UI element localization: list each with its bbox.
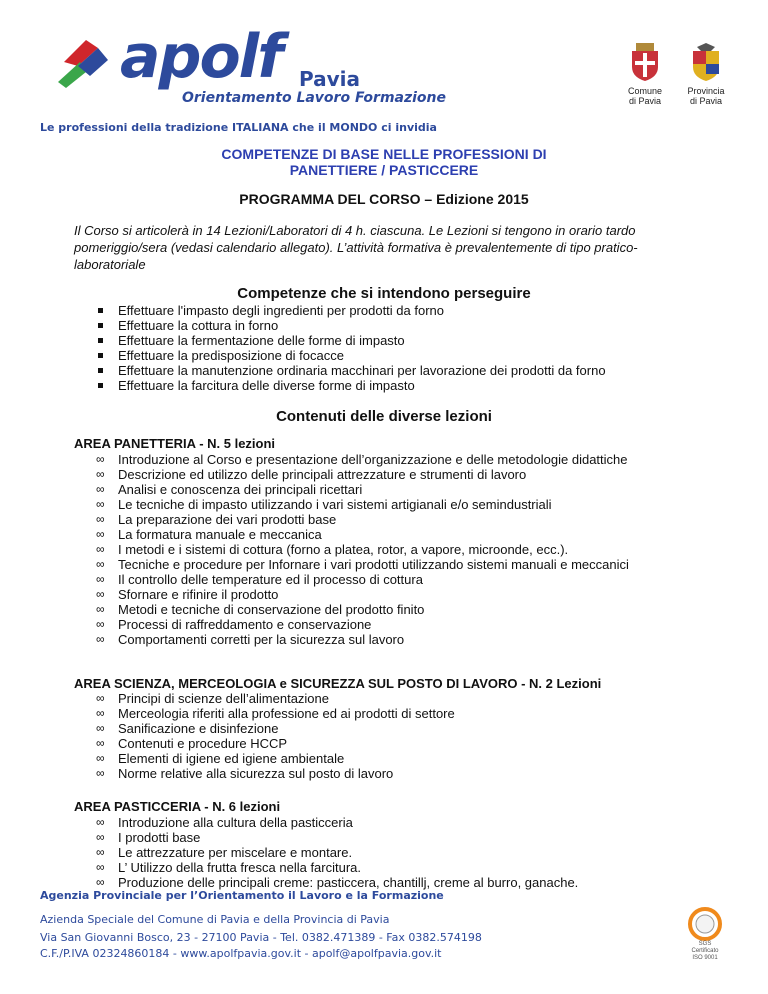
- list-item: Effettuare la manutenzione ordinaria macchinari per lavorazione dei prodotti da forno: [96, 363, 606, 378]
- panetteria-list: [96, 452, 629, 647]
- list-item: Effettuare la predisposizione di focacce: [96, 348, 606, 363]
- list-item: Effettuare la cottura in forno: [96, 318, 606, 333]
- footer-address: Via San Giovanni Bosco, 23 - 27100 Pavia - Tel. 0382.471389 - Fax 0382.574198: [40, 931, 482, 944]
- list-item: ∞ I metodi e i sistemi di cottura (forno a platea, rotor, a vapore, microonde, ecc.).: [96, 542, 569, 557]
- list-item: Effettuare l'impasto degli ingredienti per prodotti da forno: [96, 303, 606, 318]
- scienza-list: [96, 691, 455, 781]
- program-heading: PROGRAMMA DEL CORSO – Edizione 2015: [239, 191, 529, 207]
- list-item: ∞ Produzione delle principali creme: pasticcera, chantillj, creme al burro, ganache.: [96, 875, 579, 890]
- infinity-bullet-icon: ∞: [96, 751, 105, 765]
- list-item: ∞ Descrizione ed utilizzo delle principali attrezzature e strumenti di lavoro: [96, 467, 527, 482]
- logo-tagline: Orientamento Lavoro Formazione: [182, 90, 447, 106]
- list-item: Effettuare la fermentazione delle forme di impasto: [96, 333, 606, 348]
- logo-wordmark: apolf: [120, 22, 282, 92]
- infinity-bullet-icon: ∞: [96, 482, 105, 496]
- list-item: ∞ Introduzione al Corso e presentazione dell’organizzazione e delle metodologie didattiche: [96, 452, 628, 467]
- infinity-bullet-icon: ∞: [96, 512, 105, 526]
- infinity-bullet-icon: ∞: [96, 815, 105, 829]
- list-item: ∞ Sanificazione e disinfezione: [96, 721, 279, 736]
- list-item: ∞ Contenuti e procedure HCCP: [96, 736, 288, 751]
- infinity-bullet-icon: ∞: [96, 706, 105, 720]
- contenuti-heading: Contenuti delle diverse lezioni: [276, 408, 492, 425]
- infinity-bullet-icon: ∞: [96, 860, 105, 874]
- list-item: ∞ Analisi e conoscenza dei principali ricettari: [96, 482, 363, 497]
- list-item: ∞ L’ Utilizzo della frutta fresca nella farcitura.: [96, 860, 362, 875]
- infinity-bullet-icon: ∞: [96, 875, 105, 889]
- area-scienza-title: AREA SCIENZA, MERCEOLOGIA e SICUREZZA SUL POSTO DI LAVORO - N. 2 Lezioni: [74, 676, 602, 691]
- list-item: ∞ La formatura manuale e meccanica: [96, 527, 322, 542]
- infinity-bullet-icon: ∞: [96, 766, 105, 780]
- competenze-list: [96, 303, 606, 393]
- infinity-bullet-icon: ∞: [96, 527, 105, 541]
- infinity-bullet-icon: ∞: [96, 452, 105, 466]
- area-panetteria-title: AREA PANETTERIA - N. 5 lezioni: [74, 436, 276, 451]
- infinity-bullet-icon: ∞: [96, 497, 105, 511]
- list-item: ∞ Merceologia riferiti alla professione ed ai prodotti di settore: [96, 706, 455, 721]
- intro-paragraph: Il Corso si articolerà in 14 Lezioni/Laboratori di 4 h. ciascuna. Le Lezioni si tengono in orario tardo pomeriggio/sera (vedasi calendario allegato). L’attività formativa è prevalentemente di tipo pratico- laboratoriale: [74, 223, 638, 272]
- list-item: ∞ Il controllo delle temperature ed il processo di cottura: [96, 572, 423, 587]
- apolf-logo-mark: [56, 32, 116, 92]
- list-item: Effettuare la farcitura delle diverse forme di impasto: [96, 378, 606, 393]
- infinity-bullet-icon: ∞: [96, 736, 105, 750]
- infinity-bullet-icon: ∞: [96, 467, 105, 481]
- infinity-bullet-icon: ∞: [96, 542, 105, 556]
- list-item: ∞ Elementi di igiene ed igiene ambientale: [96, 751, 345, 766]
- footer-line1: Azienda Speciale del Comune di Pavia e della Provincia di Pavia: [40, 913, 390, 926]
- infinity-bullet-icon: ∞: [96, 830, 105, 844]
- infinity-bullet-icon: ∞: [96, 617, 105, 631]
- list-item: ∞ Processi di raffreddamento e conservazione: [96, 617, 372, 632]
- list-item: ∞ Le tecniche di impasto utilizzando i vari sistemi artigianali e/o semindustriali: [96, 497, 552, 512]
- infinity-bullet-icon: ∞: [96, 691, 105, 705]
- sgs-certification-icon: [688, 907, 722, 941]
- provincia-pavia-crest-icon: [691, 43, 721, 81]
- list-item: ∞ Norme relative alla sicurezza sul posto di lavoro: [96, 766, 394, 781]
- infinity-bullet-icon: ∞: [96, 587, 105, 601]
- header-tagline: Le professioni della tradizione ITALIANA che il MONDO ci invidia: [40, 121, 437, 134]
- list-item: ∞ Principi di scienze dell’alimentazione: [96, 691, 329, 706]
- list-item: ∞ Introduzione alla cultura della pasticceria: [96, 815, 353, 830]
- comune-label: Comune di Pavia: [627, 86, 663, 106]
- competenze-heading: Competenze che si intendono perseguire: [237, 285, 531, 302]
- footer-contacts: C.F./P.IVA 02324860184 - www.apolfpavia.gov.it - apolf@apolfpavia.gov.it: [40, 947, 442, 960]
- list-item: ∞ Sfornare e rifinire il prodotto: [96, 587, 279, 602]
- list-item: ∞ Metodi e tecniche di conservazione del prodotto finito: [96, 602, 425, 617]
- course-title-line2: PANETTIERE / PASTICCERE: [289, 162, 479, 178]
- footer-agency: Agenzia Provinciale per l’Orientamento il Lavoro e la Formazione: [40, 889, 444, 902]
- list-item: ∞ I prodotti base: [96, 830, 201, 845]
- pasticceria-list: [96, 815, 578, 890]
- logo-city: Pavia: [299, 67, 361, 91]
- comune-pavia-crest-icon: [630, 43, 660, 81]
- list-item: ∞ Comportamenti corretti per la sicurezza sul lavoro: [96, 632, 405, 647]
- course-title-line1: COMPETENZE DI BASE NELLE PROFESSIONI DI: [221, 146, 547, 162]
- infinity-bullet-icon: ∞: [96, 632, 105, 646]
- infinity-bullet-icon: ∞: [96, 845, 105, 859]
- infinity-bullet-icon: ∞: [96, 572, 105, 586]
- provincia-label: Provincia di Pavia: [687, 86, 725, 106]
- infinity-bullet-icon: ∞: [96, 557, 105, 571]
- list-item: ∞ Le attrezzature per miscelare e montare.: [96, 845, 353, 860]
- sgs-label: SGS Certificato ISO 9001: [691, 941, 719, 961]
- list-item: ∞ La preparazione dei vari prodotti base: [96, 512, 337, 527]
- list-item: ∞ Tecniche e procedure per Infornare i vari prodotti utilizzando sistemi manuali e meccanici: [96, 557, 629, 572]
- infinity-bullet-icon: ∞: [96, 602, 105, 616]
- infinity-bullet-icon: ∞: [96, 721, 105, 735]
- area-pasticceria-title: AREA PASTICCERIA - N. 6 lezioni: [74, 799, 281, 814]
